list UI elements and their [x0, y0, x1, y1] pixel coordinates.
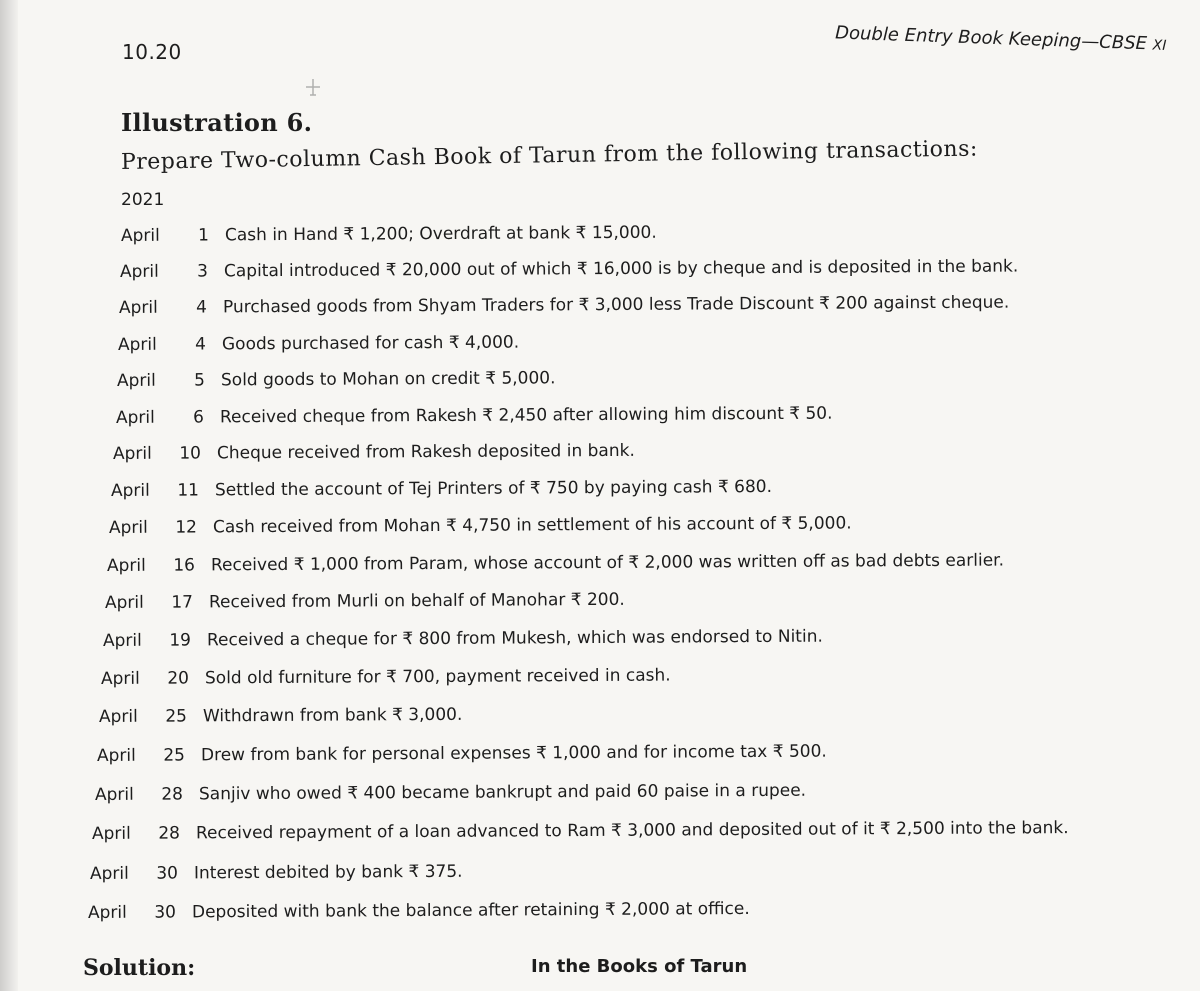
transaction-month: April [87, 902, 127, 923]
transaction-day: 12 [175, 517, 198, 538]
transaction-month: April [112, 443, 152, 464]
transaction-month: April [115, 407, 155, 428]
transaction-day: 10 [179, 443, 202, 464]
transaction-description: Settled the account of Tej Printers of ₹ 750 by paying cash ₹ 680. [214, 476, 773, 501]
pencil-mark-icon [303, 77, 323, 99]
transaction-row [117, 365, 1117, 401]
transaction-description: Interest debited by bank ₹ 375. [193, 861, 463, 884]
transaction-month: April [102, 630, 142, 651]
transaction-row [101, 663, 1101, 699]
transaction-year: 2021 [121, 190, 165, 210]
transaction-description: Capital introduced ₹ 20,000 out of which ₹ 16,000 is by cheque and is deposited in the bank. [223, 256, 1019, 282]
page-number: 10.20 [122, 40, 182, 64]
transaction-row [111, 475, 1111, 511]
transaction-day: 6 [193, 407, 205, 428]
transaction-day: 28 [161, 784, 184, 805]
transaction-month: April [118, 297, 158, 318]
transaction-description: Cash in Hand ₹ 1,200; Overdraft at bank ₹ 15,000. [224, 222, 657, 246]
transaction-day: 19 [169, 630, 192, 651]
transaction-row [116, 402, 1116, 438]
transaction-day: 11 [177, 480, 200, 501]
transaction-day: 1 [198, 225, 210, 246]
transaction-description: Received ₹ 1,000 from Param, whose account of ₹ 2,000 was written off as bad debts earlier. [210, 550, 1005, 576]
transaction-description: Purchased goods from Shyam Traders for ₹ 3,000 less Trade Discount ₹ 200 against cheque. [222, 292, 1010, 318]
transaction-month: April [91, 823, 131, 844]
transaction-description: Cash received from Mohan ₹ 4,750 in settlement of his account of ₹ 5,000. [212, 513, 852, 538]
transaction-row [97, 740, 1097, 776]
transaction-row [88, 897, 1088, 933]
transaction-day: 4 [196, 297, 208, 318]
running-head [834, 22, 1166, 55]
transaction-day: 4 [195, 334, 207, 355]
transaction-day: 30 [154, 902, 177, 923]
illustration-prompt: Prepare Two-column Cash Book of Tarun from the following transactions: [120, 136, 979, 175]
transaction-row [120, 256, 1120, 292]
transaction-row [99, 701, 1099, 737]
running-title-suffix: XI [1151, 37, 1167, 54]
transaction-day: 3 [197, 261, 209, 282]
transaction-month: April [119, 261, 159, 282]
transaction-month: April [104, 592, 144, 613]
transaction-description: Deposited with bank the balance after retaining ₹ 2,000 at office. [191, 898, 750, 923]
transaction-row [107, 550, 1127, 586]
transaction-row [90, 858, 1090, 894]
transaction-day: 16 [173, 555, 196, 576]
running-title: Double Entry Book Keeping—CBSE [834, 22, 1147, 55]
transaction-row [119, 292, 1119, 328]
transaction-month: April [106, 555, 146, 576]
transaction-row [103, 625, 1103, 661]
transaction-day: 17 [171, 592, 194, 613]
transaction-month: April [110, 480, 150, 501]
transaction-month: April [117, 334, 157, 355]
transaction-day: 25 [163, 745, 186, 766]
books-title: In the Books of Tarun [531, 956, 748, 977]
transaction-description: Received cheque from Rakesh ₹ 2,450 after allowing him discount ₹ 50. [219, 403, 833, 428]
transaction-day: 28 [158, 823, 181, 844]
transaction-month: April [108, 517, 148, 538]
transaction-description: Sold old furniture for ₹ 700, payment received in cash. [204, 665, 671, 689]
transaction-month: April [96, 745, 136, 766]
transaction-description: Goods purchased for cash ₹ 4,000. [221, 332, 520, 355]
transaction-month: April [98, 706, 138, 727]
transaction-description: Withdrawn from bank ₹ 3,000. [202, 704, 463, 727]
transaction-row [109, 512, 1109, 548]
transaction-month: April [116, 370, 156, 391]
illustration-title: Illustration 6. [121, 108, 313, 137]
transaction-month: April [94, 784, 134, 805]
transaction-row [121, 220, 1121, 256]
transaction-description: Drew from bank for personal expenses ₹ 1,000 and for income tax ₹ 500. [200, 741, 827, 766]
transaction-description: Cheque received from Rakesh deposited in bank. [216, 440, 635, 464]
transaction-day: 5 [194, 370, 206, 391]
transaction-description: Received repayment of a loan advanced to Ram ₹ 3,000 and deposited out of it ₹ 2,500 into the bank. [195, 818, 1069, 844]
transaction-row [113, 438, 1113, 474]
transaction-description: Sanjiv who owed ₹ 400 became bankrupt and paid 60 paise in a rupee. [198, 780, 807, 805]
transaction-day: 25 [165, 706, 188, 727]
transaction-row [92, 817, 1182, 854]
transaction-description: Received from Murli on behalf of Manohar ₹ 200. [208, 589, 625, 613]
transaction-month: April [120, 225, 160, 246]
transaction-day: 20 [167, 668, 190, 689]
transaction-row [105, 587, 1105, 623]
page-edge-shadow [0, 0, 18, 991]
transaction-day: 30 [156, 863, 179, 884]
transaction-month: April [100, 668, 140, 689]
solution-label: Solution: [83, 955, 196, 981]
transaction-description: Sold goods to Mohan on credit ₹ 5,000. [220, 368, 556, 391]
transaction-month: April [89, 863, 129, 884]
transaction-description: Received a cheque for ₹ 800 from Mukesh, which was endorsed to Nitin. [206, 626, 823, 651]
transaction-row [118, 329, 1118, 365]
transaction-row [95, 779, 1095, 815]
